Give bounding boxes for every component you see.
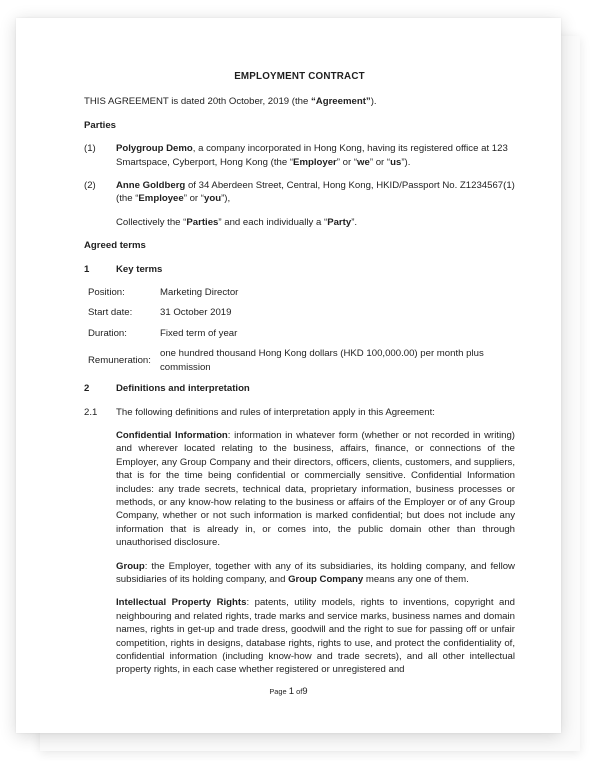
- key-term-value: Fixed term of year: [160, 327, 238, 339]
- agreed-terms-heading: Agreed terms: [84, 240, 146, 252]
- party-item: [84, 179, 515, 206]
- page-total: 9: [302, 686, 308, 697]
- section-number: 2: [84, 383, 90, 395]
- definition-paragraph: Intellectual Property Rights: patents, utility models, rights to inventions, copyright and neighbouring and related rights, trade marks and service marks, business names and domain names, rights in get-up and trade dress, goodwill and the right to sue for passing off or unfair competition, rights in designs, database rights, rights to use, and protect the confidentiality of, confidential information (including know-how and trade secrets), and all other intellectual property rights, in each case whether registered or unregistered and: [116, 597, 515, 676]
- section-title: Key terms: [116, 263, 163, 275]
- key-term-row: [84, 286, 515, 299]
- definition-term: Confidential Information: [116, 429, 228, 441]
- section-number: 1: [84, 263, 90, 275]
- clause-item: [84, 406, 515, 419]
- document-page: [16, 18, 561, 733]
- party-item: [84, 142, 515, 169]
- collective-line: Collectively the “Parties” and each individually a “Party”.: [116, 216, 358, 228]
- definition-paragraph: Confidential Information: information in whatever form (whether or not recorded in writing) and wherever located relating to the business, affairs, finance, or connections of the Employer, any Group Company and their directors, officers, clients, customers, and suppliers, that is for the time being confidential or commercially sensitive. Confidential Information includes: any trade secrets, technical data, proprietary information, business processes or methods, or any know-how relating to the business or affairs of the Employer or of any Group Company, whether or not such information is marked confidential; but does not include any information that is already in, or comes into, the public domain other than through unauthorised disclosure.: [116, 429, 515, 549]
- key-term-label: Remuneration:: [88, 354, 151, 366]
- key-term-label: Start date:: [88, 307, 133, 319]
- party-text: Polygroup Demo, a company incorporated in Hong Kong, having its registered office at 123 Smartspace, Cyberport, Hong Kong (the “Employer” or “we” or “us”).: [116, 143, 508, 168]
- of-label: of: [296, 687, 303, 696]
- section-heading: [84, 382, 515, 395]
- key-term-value: 31 October 2019: [160, 307, 232, 319]
- party-number: (1): [84, 143, 96, 155]
- key-term-row: [84, 347, 515, 374]
- page-footer: [16, 685, 561, 698]
- key-term-label: Duration:: [88, 327, 127, 339]
- agreement-line: THIS AGREEMENT is dated 20th October, 2019 (the “Agreement”).: [84, 96, 377, 108]
- clause-number: 2.1: [84, 406, 98, 418]
- party-text: Anne Goldberg of 34 Aberdeen Street, Central, Hong Kong, HKID/Passport No. Z1234567(1) (the “Employee” or “you”),: [116, 180, 515, 205]
- key-term-row: [84, 306, 515, 319]
- section-title: Definitions and interpretation: [116, 383, 250, 395]
- key-terms-table: [84, 286, 515, 374]
- key-term-label: Position:: [88, 287, 125, 299]
- definition-term: Intellectual Property Rights: [116, 597, 247, 609]
- definition-term: Group: [116, 560, 145, 572]
- key-term-value: one hundred thousand Hong Kong dollars (HKD 100,000.00) per month plus commission: [160, 348, 484, 373]
- party-number: (2): [84, 180, 96, 192]
- page-number: 1: [288, 686, 295, 697]
- page-label: Page: [269, 687, 287, 696]
- key-term-value: Marketing Director: [160, 287, 239, 299]
- document-title: EMPLOYMENT CONTRACT: [234, 71, 365, 82]
- section-heading: [84, 263, 515, 276]
- clause-text: The following definitions and rules of interpretation apply in this Agreement:: [116, 406, 435, 418]
- parties-heading: Parties: [84, 119, 116, 131]
- key-term-row: [84, 327, 515, 340]
- definition-term: Group Company: [288, 573, 364, 585]
- definition-paragraph: Group: the Employer, together with any of its subsidiaries, its holding company, and fellow subsidiaries of its holding company, and Group Company means any one of them.: [116, 560, 515, 585]
